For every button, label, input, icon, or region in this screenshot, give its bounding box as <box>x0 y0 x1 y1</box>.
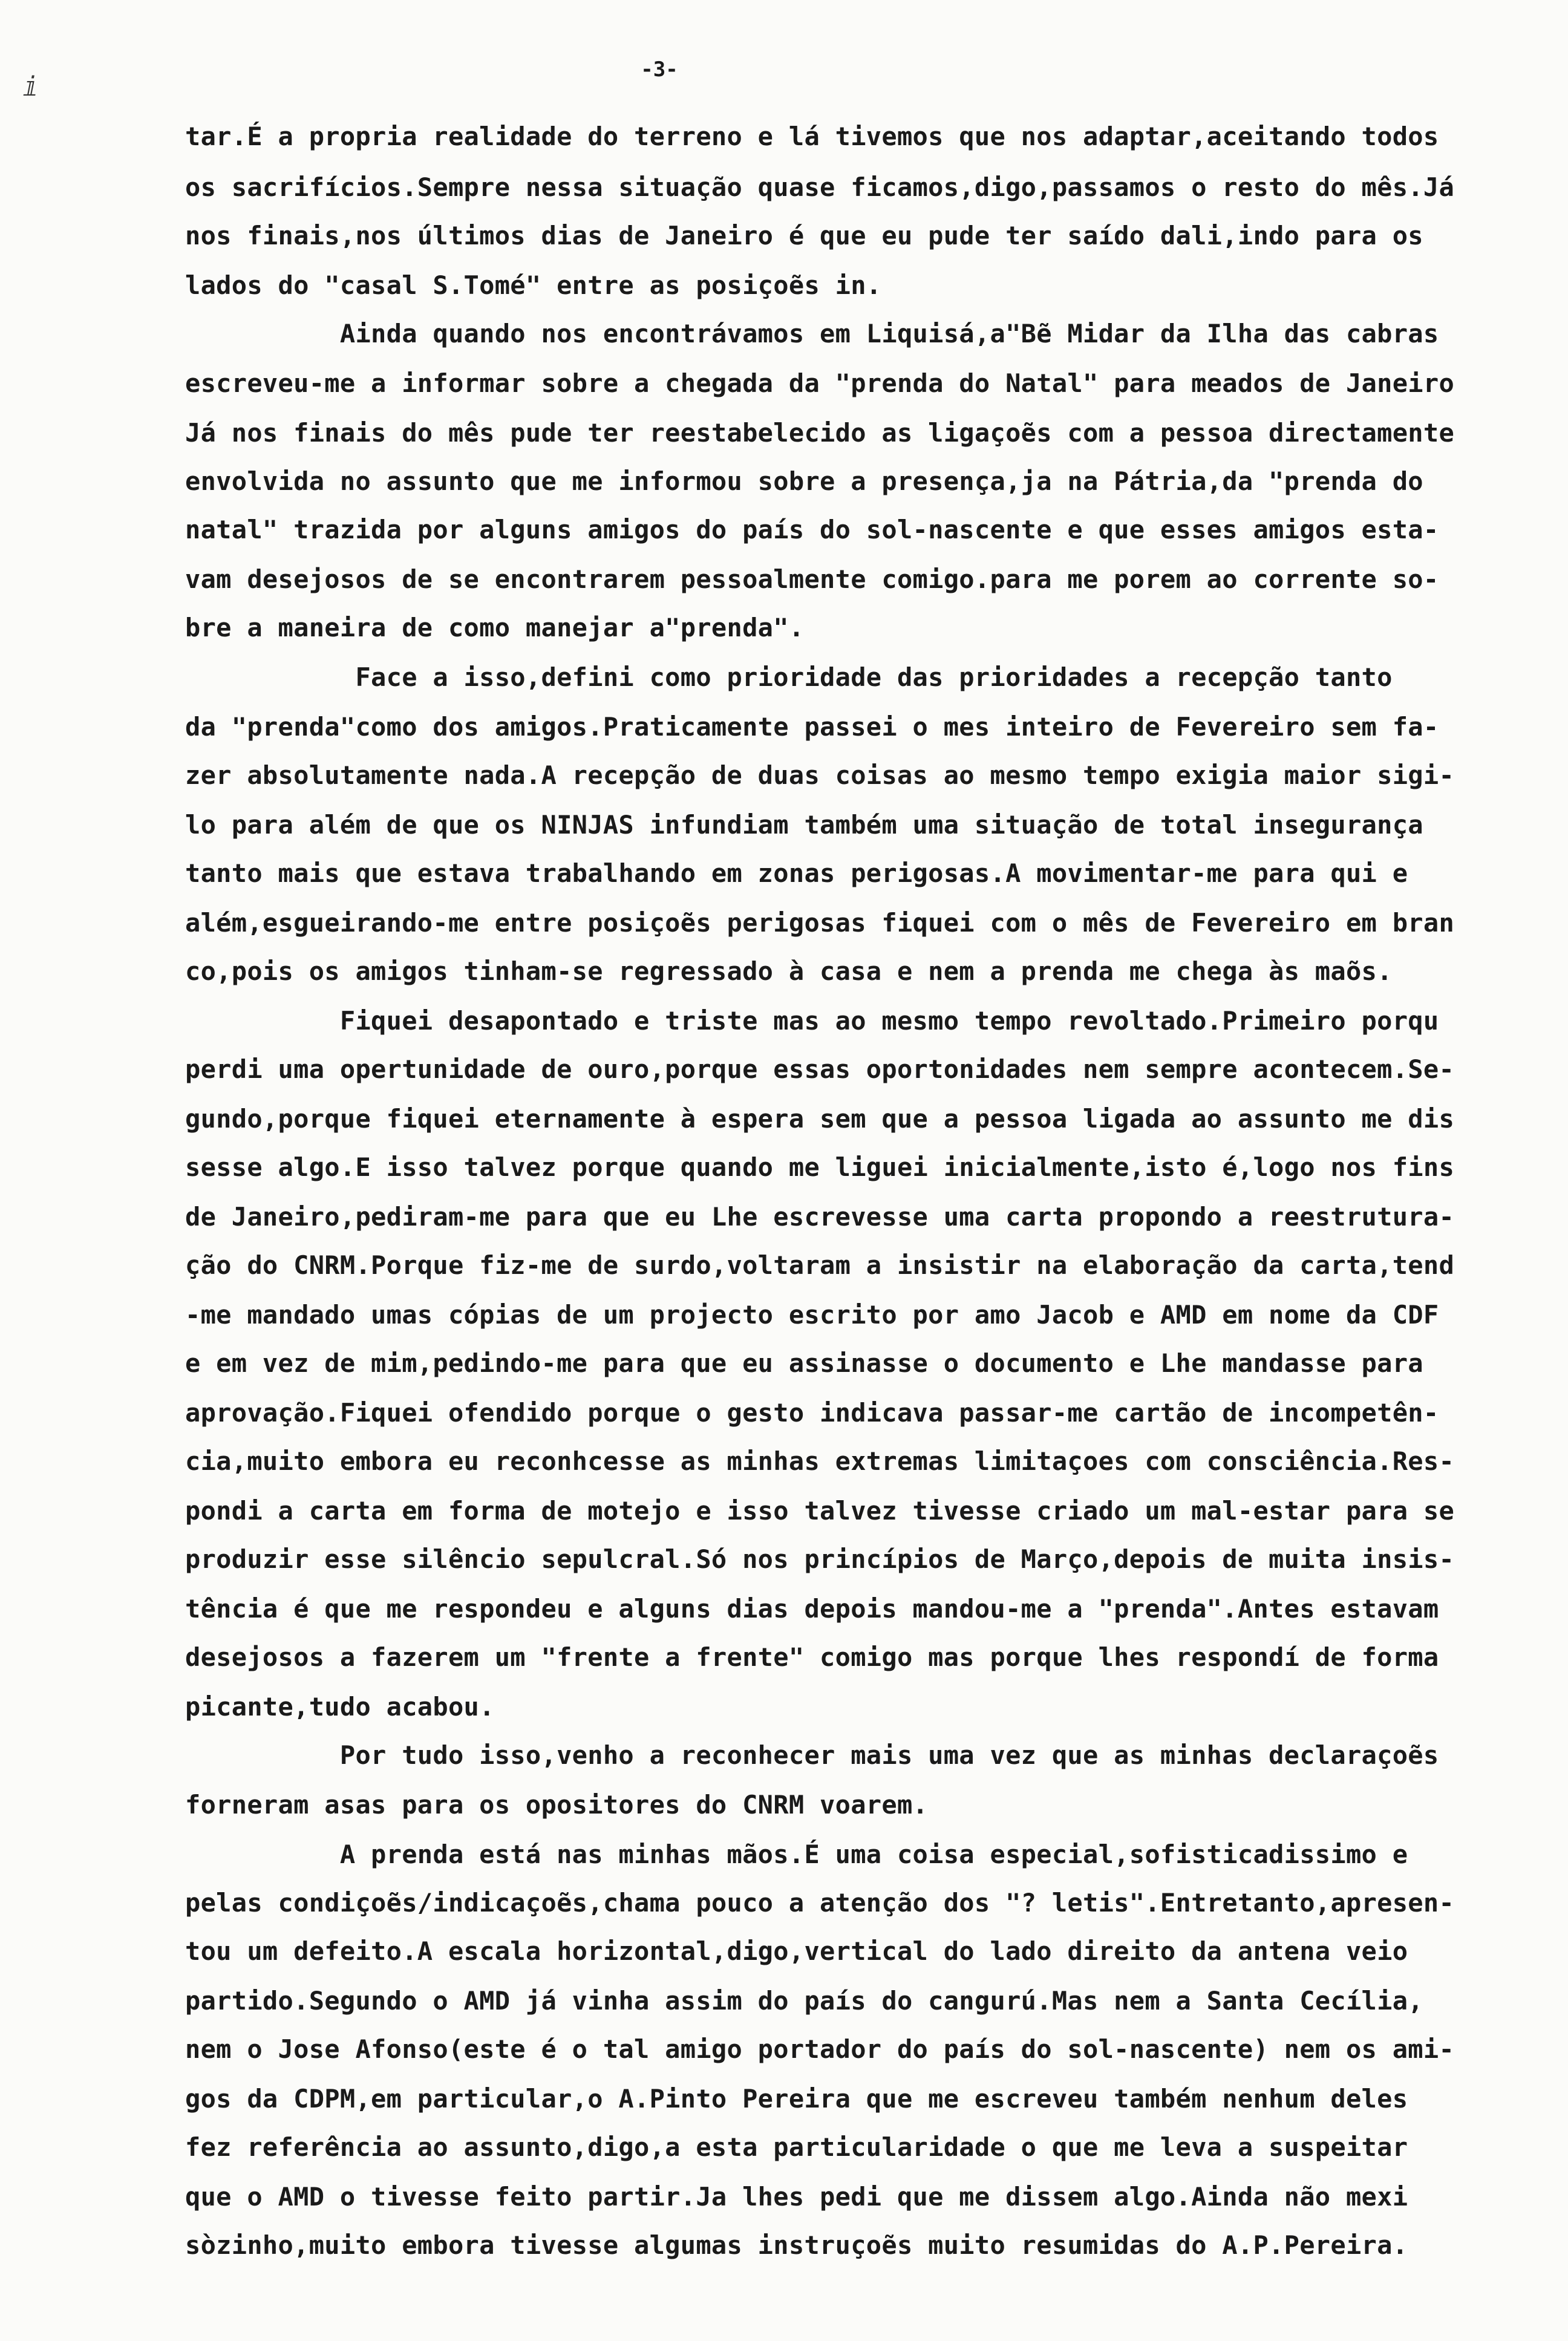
text-line: ção do CNRM.Porque fiz-me de surdo,voltaram a insistir na elaboração da carta,tend <box>185 1250 1455 1280</box>
text-line: nem o Jose Afonso(este é o tal amigo portador do país do sol-nascente) nem os ami- <box>185 2034 1455 2064</box>
text-line: Já nos finais do mês pude ter reestabelecido as ligaçoẽs com a pessoa directamente <box>185 418 1455 448</box>
page-number: -3- <box>641 57 678 82</box>
text-line: desejosos a fazerem um "frente a frente" comigo mas porque lhes respondí de forma <box>185 1642 1439 1672</box>
text-line: envolvida no assunto que me informou sobre a presença,ja na Pátria,da "prenda do <box>185 466 1423 496</box>
text-line: tar.É a propria realidade do terreno e lá tivemos que nos adaptar,aceitando todos <box>185 122 1439 151</box>
text-line: fez referência ao assunto,digo,a esta particularidade o que me leva a suspeitar <box>185 2132 1408 2162</box>
text-line: natal" trazida por alguns amigos do país do sol-nascente e que esses amigos esta- <box>185 515 1439 544</box>
text-line: tência é que me respondeu e alguns dias depois mandou-me a "prenda".Antes estavam <box>185 1594 1439 1624</box>
margin-mark: ⅈ <box>23 71 39 102</box>
text-line: pelas condiçoẽs/indicaçoẽs,chama pouco a atenção dos "? letis".Entretanto,apresen- <box>185 1888 1455 1918</box>
text-line: e em vez de mim,pedindo-me para que eu assinasse o documento e Lhe mandasse para <box>185 1348 1423 1378</box>
text-line: da "prenda"como dos amigos.Praticamente passei o mes inteiro de Fevereiro sem fa- <box>185 712 1439 742</box>
text-line: picante,tudo acabou. <box>185 1692 495 1722</box>
text-line: bre a maneira de como manejar a"prenda". <box>185 613 805 642</box>
text-line: Ainda quando nos encontrávamos em Liquisá,a"Bẽ Midar da Ilha das cabras <box>185 319 1439 348</box>
text-line: tanto mais que estava trabalhando em zonas perigosas.A movimentar-me para qui e <box>185 858 1408 888</box>
text-line: gos da CDPM,em particular,o A.Pinto Pereira que me escreveu também nenhum deles <box>185 2084 1408 2114</box>
text-line: produzir esse silêncio sepulcral.Só nos princípios de Março,depois de muita insis- <box>185 1544 1455 1574</box>
text-line: tou um defeito.A escala horizontal,digo,vertical do lado direito da antena veio <box>185 1936 1408 1966</box>
text-line: sesse algo.E isso talvez porque quando me liguei inicialmente,isto é,logo nos fins <box>185 1152 1455 1182</box>
text-line: A prenda está nas minhas mãos.É uma coisa especial,sofisticadissimo e <box>185 1840 1408 1869</box>
text-line: além,esgueirando-me entre posiçoẽs perigosas fiquei com o mês de Fevereiro em bran <box>185 908 1455 938</box>
text-line: pondi a carta em forma de motejo e isso talvez tivesse criado um mal-estar para se <box>185 1496 1455 1526</box>
text-line: Face a isso,defini como prioridade das prioridades a recepção tanto <box>185 662 1393 692</box>
text-line: -me mandado umas cópias de um projecto escrito por amo Jacob e AMD em nome da CDF <box>185 1300 1439 1330</box>
text-line: que o AMD o tivesse feito partir.Ja lhes pedi que me dissem algo.Ainda não mexi <box>185 2182 1408 2212</box>
text-line: sòzinho,muito embora tivesse algumas instruçoẽs muito resumidas do A.P.Pereira. <box>185 2230 1408 2260</box>
text-line: os sacrifícios.Sempre nessa situação quase ficamos,digo,passamos o resto do mês.Já <box>185 172 1455 202</box>
text-line: zer absolutamente nada.A recepção de duas coisas ao mesmo tempo exigia maior sigi- <box>185 760 1455 790</box>
text-line: Por tudo isso,venho a reconhecer mais uma vez que as minhas declaraçoẽs <box>185 1740 1439 1770</box>
text-line: perdi uma opertunidade de ouro,porque essas oportonidades nem sempre acontecem.Se- <box>185 1054 1455 1084</box>
text-line: forneram asas para os opositores do CNRM voarem. <box>185 1790 929 1820</box>
text-line: vam desejosos de se encontrarem pessoalmente comigo.para me porem ao corrente so- <box>185 564 1439 594</box>
text-line: nos finais,nos últimos dias de Janeiro é que eu pude ter saído dali,indo para os <box>185 221 1423 250</box>
text-line: cia,muito embora eu reconhcesse as minhas extremas limitaçoes com consciência.Res- <box>185 1446 1455 1476</box>
text-line: aprovação.Fiquei ofendido porque o gesto indicava passar-me cartão de incompetên- <box>185 1398 1439 1428</box>
text-line: lados do "casal S.Tomé" entre as posiçoẽs in. <box>185 270 882 300</box>
text-line: gundo,porque fiquei eternamente à espera sem que a pessoa ligada ao assunto me dis <box>185 1104 1455 1134</box>
text-line: escreveu-me a informar sobre a chegada da "prenda do Natal" para meados de Janeiro <box>185 368 1455 398</box>
text-line: de Janeiro,pediram-me para que eu Lhe escrevesse uma carta propondo a reestrutura- <box>185 1202 1455 1232</box>
text-line: co,pois os amigos tinham-se regressado à casa e nem a prenda me chega às maõs. <box>185 956 1393 986</box>
text-line: lo para além de que os NINJAS infundiam também uma situação de total insegurança <box>185 810 1423 840</box>
text-line: Fiquei desapontado e triste mas ao mesmo tempo revoltado.Primeiro porqu <box>185 1006 1439 1036</box>
text-line: partido.Segundo o AMD já vinha assim do país do cangurú.Mas nem a Santa Cecília, <box>185 1986 1423 2016</box>
